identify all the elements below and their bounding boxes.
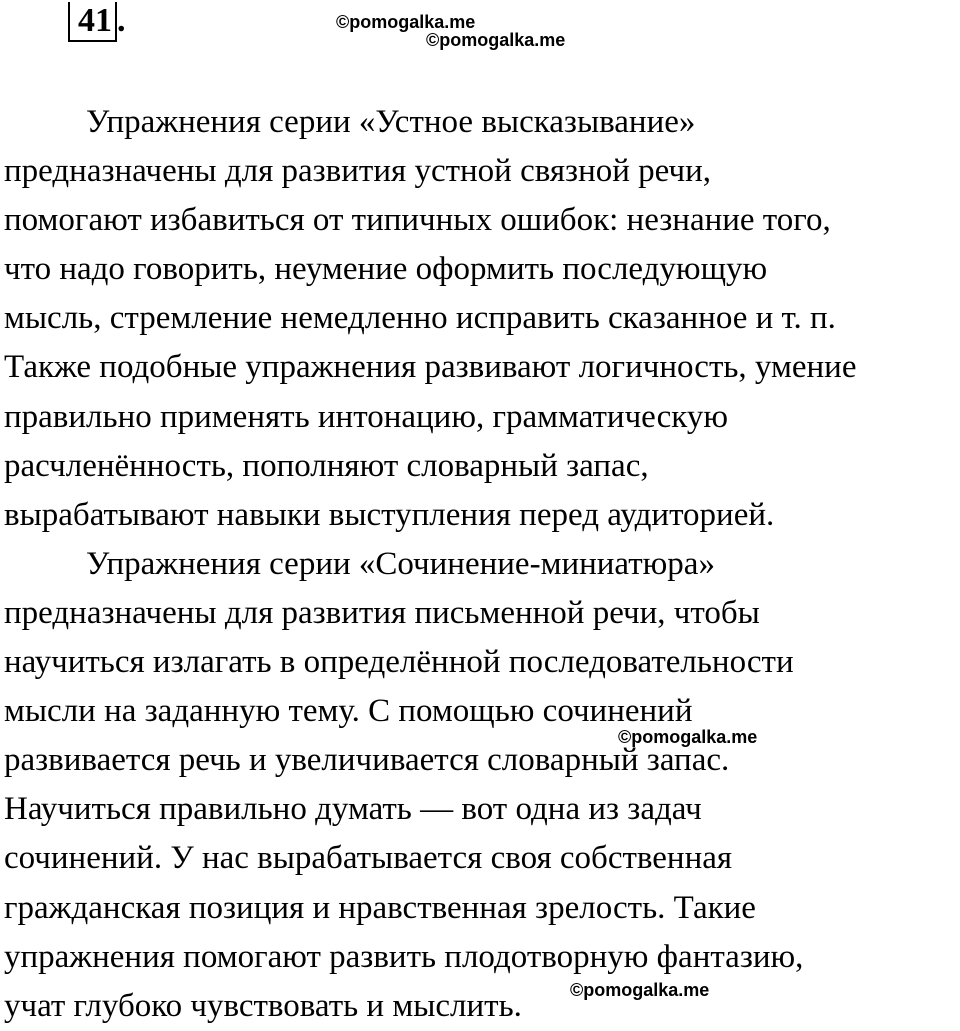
exercise-number (68, 0, 126, 42)
paragraph-2-line: предназначены для развития письменной речи, чтобы (4, 594, 760, 631)
watermark: ©pomogalka.me (426, 30, 566, 50)
paragraph-1-line: Упражнения серии «Устное высказывание» (86, 104, 696, 140)
paragraph-2-line: гражданская позиция и нравственная зрелость. Такие (4, 889, 756, 926)
paragraph-2-line: научиться излагать в определённой последовательности (4, 644, 794, 681)
paragraph-2-line: сочинений. У нас вырабатывается своя собственная (4, 840, 733, 877)
paragraph-1-line: помогают избавиться от типичных ошибок: незнание того, (4, 202, 831, 239)
exercise-text (4, 98, 959, 1031)
paragraph-2-line: Научиться правильно думать — вот одна из задач (4, 791, 702, 828)
paragraph-1-line: расчленённость, пополняют словарный запас, (4, 447, 649, 484)
exercise-number-suffix: . (117, 2, 126, 39)
paragraph-1-line: мысль, стремление немедленно исправить сказанное и т. п. (4, 300, 836, 337)
paragraph-2-line: учат глубоко чувствовать и мыслить. (4, 987, 522, 1024)
paragraph-2-line: развивается речь и увеличивается словарный запас. (4, 742, 730, 779)
watermark: ©pomogalka.me (336, 12, 476, 32)
paragraph-1-line: вырабатывают навыки выступления перед аудиторией. (4, 496, 775, 533)
paragraph-2-line: мысли на заданную тему. С помощью сочинений (4, 693, 693, 730)
paragraph-2-line: Упражнения серии «Сочинение-миниатюра» (86, 545, 715, 582)
paragraph-1-line: что надо говорить, неумение оформить последующую (4, 251, 768, 288)
paragraph-1-line: предназначены для развития устной связной речи, (4, 153, 711, 190)
exercise-number-value: 41 (78, 2, 112, 39)
watermark: ©pomogalka.me (570, 980, 710, 1000)
paragraph-1-line: правильно применять интонацию, грамматическую (4, 398, 729, 435)
paragraph-1-line: Также подобные упражнения развивают логичность, умение (4, 349, 857, 386)
exercise-number-box (68, 2, 117, 42)
watermark: ©pomogalka.me (618, 727, 758, 747)
paragraph-2-line: упражнения помогают развить плодотворную фантазию, (4, 938, 804, 975)
